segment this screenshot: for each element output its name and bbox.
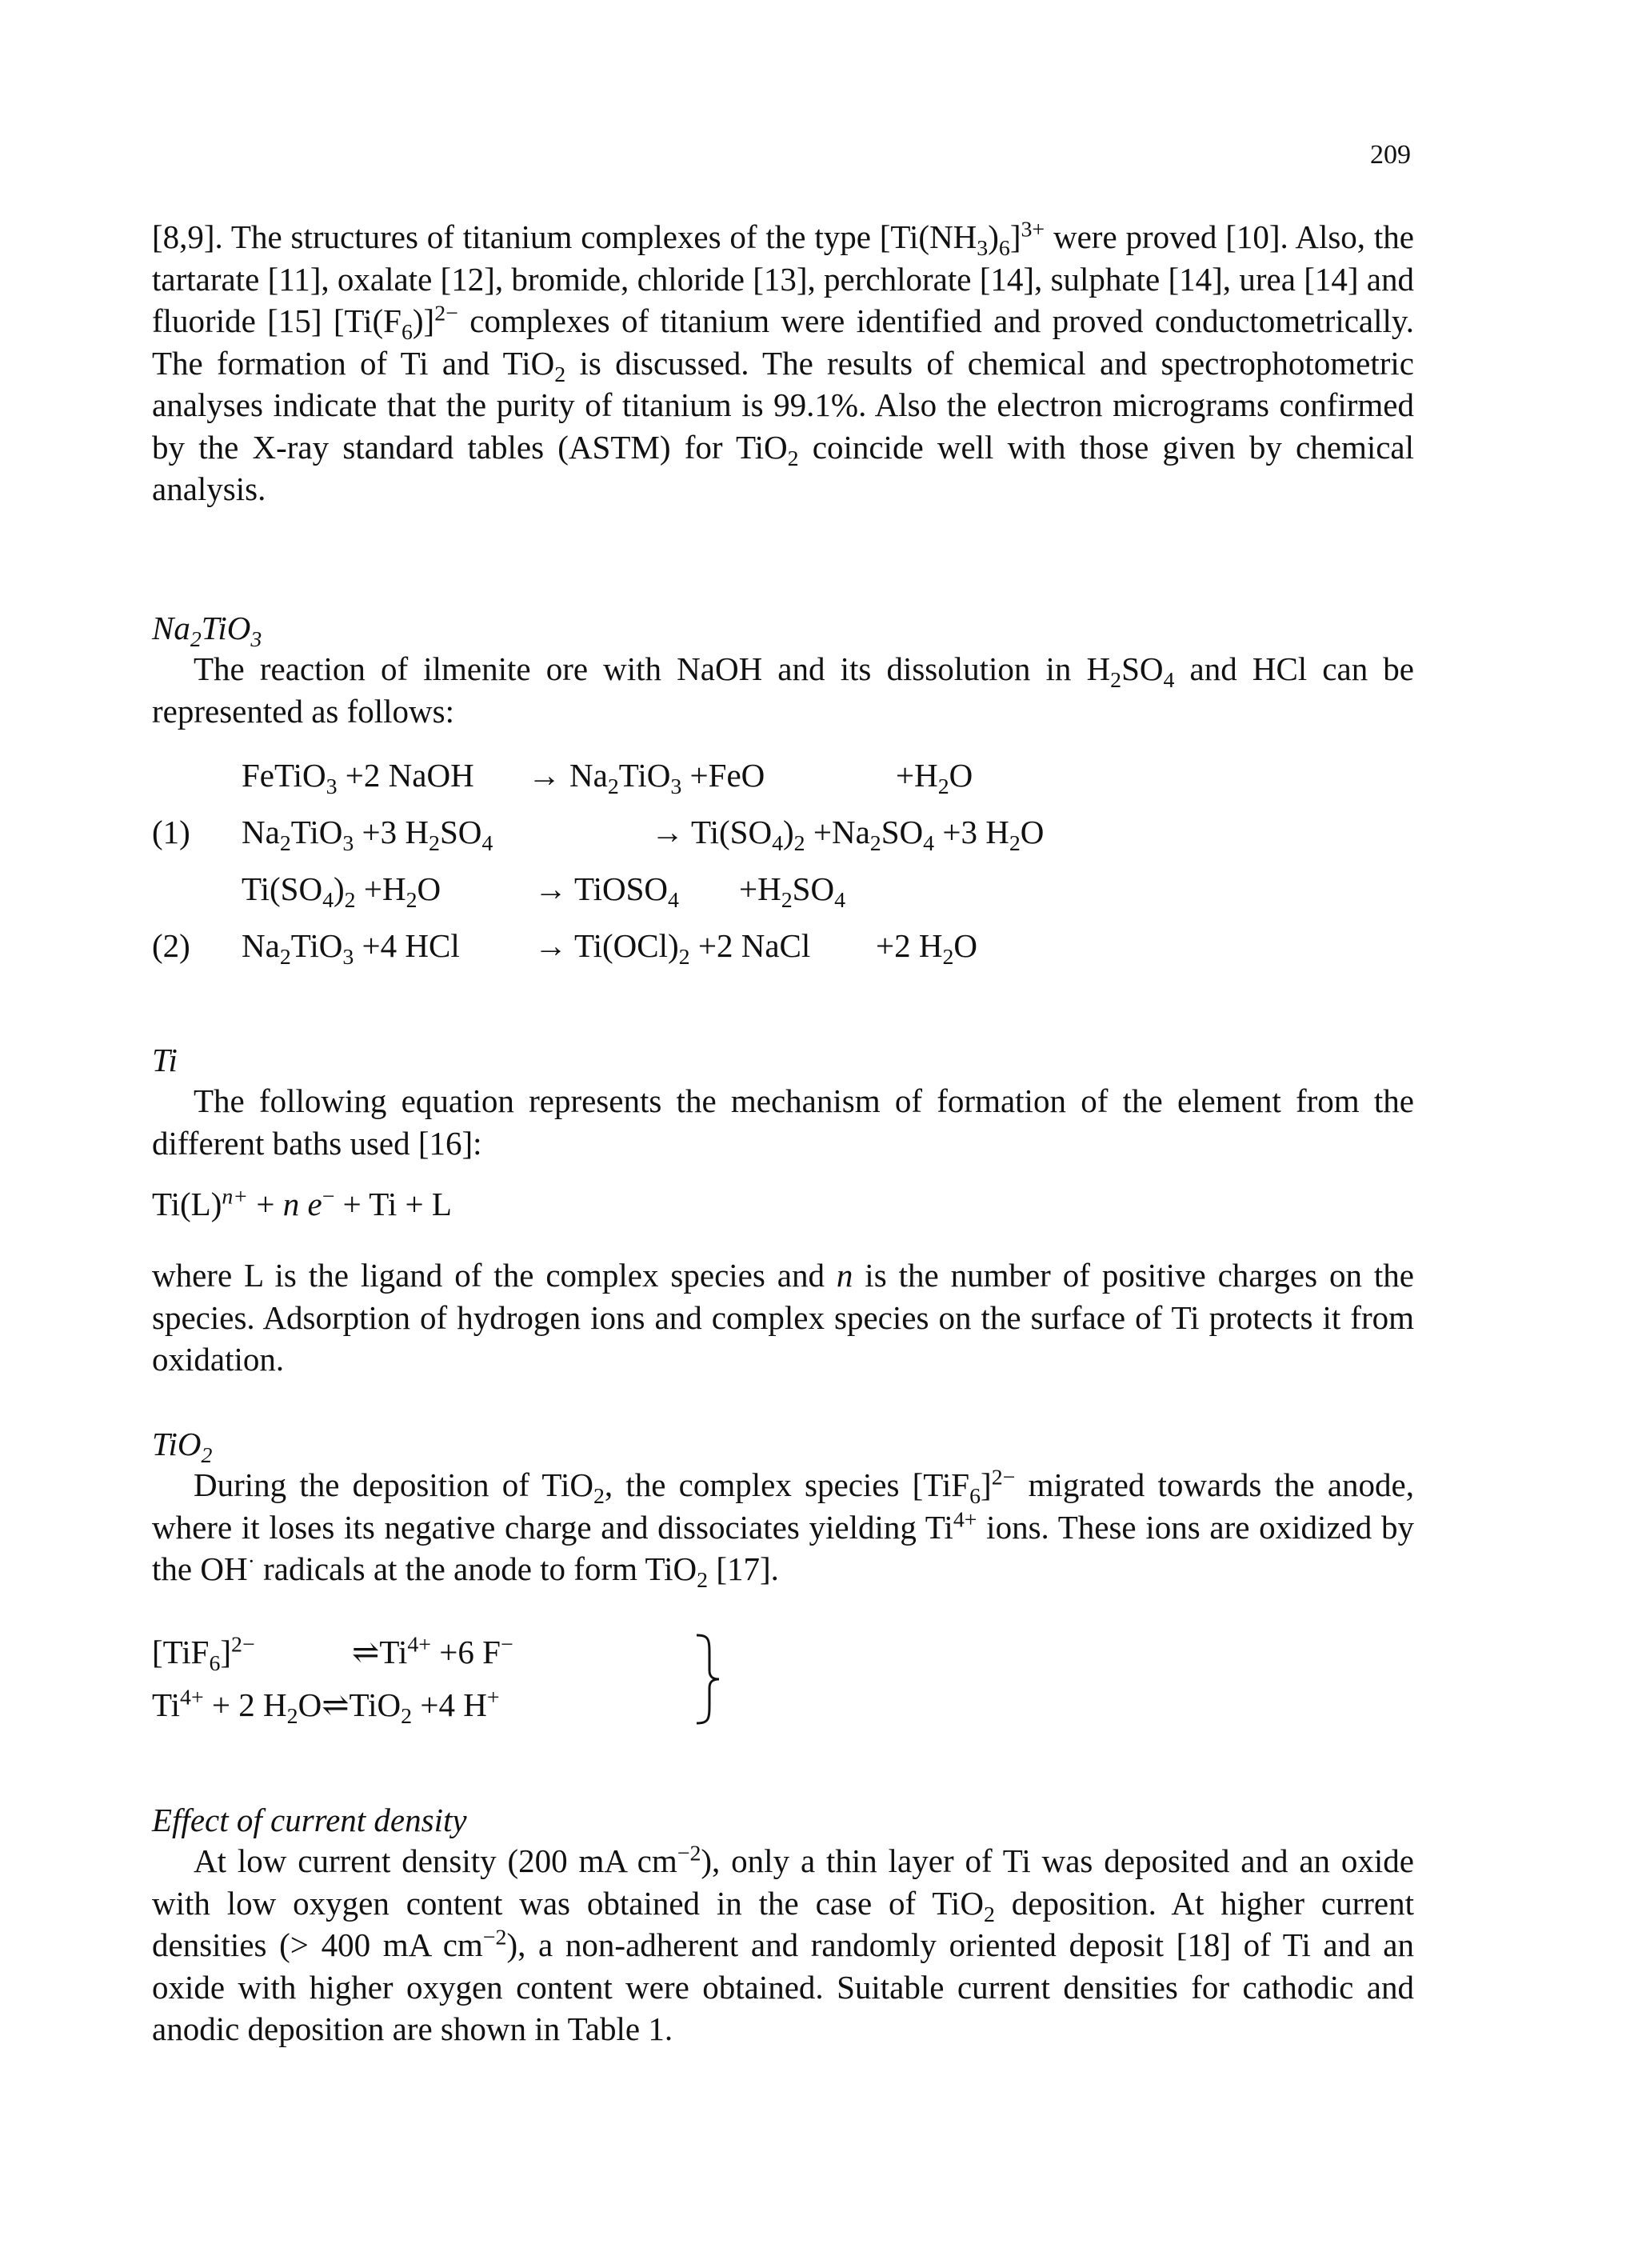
- equation-lhs: $Na_2TiO_3 +3$ $H_2SO_4$: [242, 814, 493, 857]
- equation-arrow: →: [528, 757, 561, 794]
- equation-arrow: →: [651, 814, 684, 850]
- tio2-paragraph: During the deposition of TiO$_2$, the complex species $[TiF_6]^{2-}$ migrated towards the anode, where it loses its negative charge and dissociates yielding $Ti^{4+}$ ions. These ions are oxidized by the OH· radicals at the anode to form TiO$_2$ [17].: [152, 1465, 1415, 1594]
- equation-lhs: FeTiO$_3$ +2 NaOH: [242, 757, 474, 800]
- equation-label: (1): [152, 814, 190, 850]
- equation-rhs: $Ti(OCl)_2 +2$ NaCl: [574, 927, 811, 970]
- equation-lhs: $Ti(SO_4)_2 +H_2O$: [242, 870, 441, 914]
- current-density-paragraph: At low current density (200 mA $cm^{-2}$), only a thin layer of Ti was deposited and an oxide with low oxygen content was obtained in the case of TiO$_2$ deposition. At higher current densities (> 400 mA $cm^{-2}$), a non-adherent and randomly oriented deposit [18] of Ti and an oxide with higher oxygen content were obtained. Suitable current densities for cathodic and anodic deposition are shown in Table 1.: [152, 1841, 1414, 2047]
- section-heading-current-density: Effect of current density: [152, 1802, 467, 1838]
- equation-arrow: →: [534, 927, 567, 964]
- equation-arrow: →: [534, 870, 567, 907]
- tio2-eq2: $Ti^{4+} + 2$ $H_2O\rightleftharpoons TiO_2 +4$ H+: [152, 1685, 500, 1730]
- intro-paragraph: [8,9]. The structures of titanium complexes of the type $[Ti(NH_3)_6]^{3+}$ were proved [10]. Also, the tartarate [11], oxalate [12], bromide, chloride [13], perchlorate [14], sulphate [14], urea [14] and fluoride [15] $[Ti(F_6)]^{2-}$ complexes of titanium were identified and proved conductometrically. The formation of Ti and TiO$_2$ is discussed. The results of chemical and spectrophotometric analyses indicate that the purity of titanium is 99.1%. Also the electron micrograms confirmed by the X-ray standard tables (ASTM) for TiO$_2$ coincide well with those given by chemical analysis.: [152, 217, 1415, 507]
- ti-paragraph: The following equation represents the mechanism of formation of the element from the different baths used [16]:: [152, 1082, 1414, 1162]
- equation-rhs-extra: $+H_2SO_4$: [739, 870, 846, 914]
- section-heading-ti: Ti: [152, 1042, 178, 1078]
- ti-explanation: where L is the ligand of the complex species and n is the number of positive charges on the species. Adsorption of hydrogen ions and complex species on the surface of Ti protects it from oxidation.: [152, 1257, 1414, 1378]
- page-number: 209: [1370, 140, 1411, 170]
- equation-rhs: $Ti(SO_4)_2 +Na_2SO_4 +3$ $H_2O$: [691, 814, 1045, 857]
- equation-label: (2): [152, 927, 190, 964]
- section-heading-tio2: TiO$_2$: [152, 1426, 213, 1469]
- section-heading-na2tio3: $Na_2TiO_3$: [152, 610, 262, 653]
- equation-lhs: $Na_2TiO_3 +4$ HCl: [242, 927, 460, 970]
- tio2-eq1-rhs: $\rightleftharpoons Ti^{4+} +6$ F−: [352, 1632, 513, 1670]
- equation-rhs-extra: +2 $H_2O$: [876, 927, 978, 970]
- ti-equation: $Ti(L)^{n+} + n$ e− + Ti + L: [152, 1184, 452, 1222]
- na2tio3-paragraph: The reaction of ilmenite ore with NaOH and its dissolution in $H_2SO_4$ and HCl can be represented as follows:: [152, 650, 1415, 730]
- right-brace-icon: [692, 1632, 724, 1726]
- equation-rhs: TiOSO$_4$: [574, 870, 679, 914]
- tio2-eq1-lhs: $[TiF_6]^{2-}$: [152, 1632, 255, 1677]
- equation-rhs: $Na_2TiO_3 +FeO$: [569, 757, 765, 800]
- equation-rhs-extra: $+H_2O$: [896, 757, 973, 800]
